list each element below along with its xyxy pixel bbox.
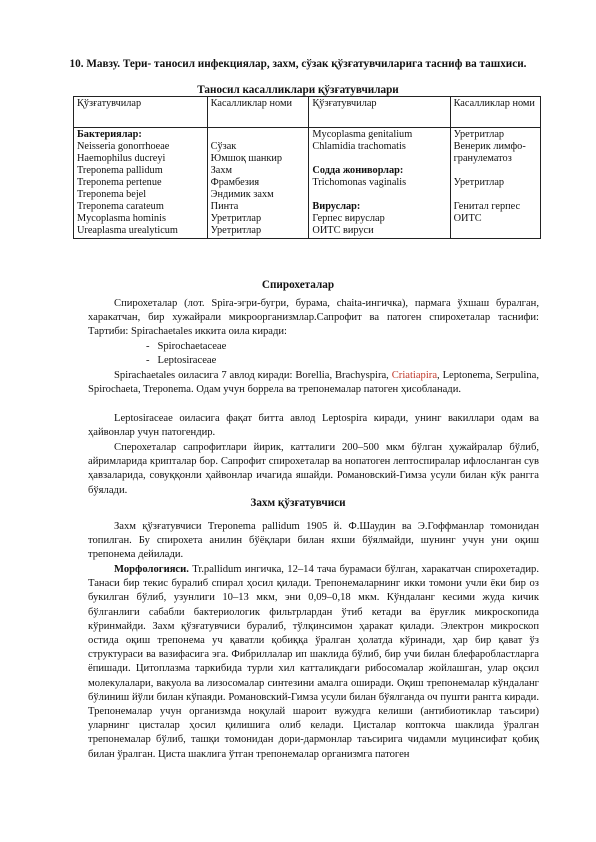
table-header-cell: Касалликлар номи xyxy=(450,97,540,128)
disease-name: Эндимик захм xyxy=(210,189,274,200)
family-name: Leptosiraceae xyxy=(157,355,217,366)
disease-name: Захм xyxy=(210,165,233,176)
family-name: Spirochaetaceae xyxy=(157,341,227,352)
disease-name: Сўзак xyxy=(210,141,237,152)
pathogen-name: Treponema pertenue xyxy=(77,177,162,188)
pathogen-name: Treponema carateum xyxy=(77,201,164,212)
group-label: Содда жониворлар: xyxy=(312,165,404,176)
paragraph-morphology xyxy=(88,563,539,762)
paragraph-spirachaetales xyxy=(88,369,539,397)
table-cell-diseases-2 xyxy=(450,128,540,239)
pathogen-name: Treponema pallidum xyxy=(77,165,163,176)
text-run: Tr.pallidum ингичка, 12–14 тача бурамаси бўлган, харакатчан спирохетадир. Танаси бир текис буралиб спирал ҳосил қилади. Трепонемаларнинг икки томони учли ёки бир оз букилган бўлиб, узунлиги 10–13 мкм, эни 0,09–0,18 мкм. Кўндаланг кесими жуда кичик бўлганлиги сабабли бактериологик фильтрлардан ўтиб кетади ва ёруғлик микроскопида кўринмайди. Захм қўзғатувчиси буралиб, тўлқинсимон ҳаракат қилади. Электрон микроскоп остида оқиш трепонема уч қаватли қобиққа ўралган ҳолатда кўринади, ҳар бир қават ўз структураси ва вазифасига эга. Фибриллалар ип шаклида бўлиб, бир учи билан блефаробластларга ёпишади. Цитоплазма таркибида турли хил катталикдаги рибосомалар жойлашган, улар оқсил молекулалари, вакуола ва лизосомалар синтезини амалга оширади. Оқиш трепонемалар кўндаланг бўлиниш йўли билан кўпаяди. Романовский-Гимза усули билан бўялганда оч пушти рангга киради. Трепонемалар учун организмда ноқулай шароит вужудга келиши (антибиотиклар таъсири) уларнинг цисталар ҳосил қилишига олиб келади. Цисталар коптокча шаклида ўралган трепонемалар бўлиб, ташқи томонидан дори-дармонлар таъсирига чидамли муцинсифат қобиқ билан ўралган. Циста шаклига ўтган трепонемалар организмга патоген xyxy=(88,564,539,760)
disease-name: Фрамбезия xyxy=(210,177,260,188)
list-item: - Spirochaetaceae xyxy=(146,341,227,352)
disease-name: Уретритлар xyxy=(453,177,505,188)
pathogen-name: Ureaplasma urealyticum xyxy=(77,225,178,236)
text-run: , Leptonema, Serpulina, Spirochaeta, Treponema. Одам учун боррела ва трепонемалар патоген ҳисобланади. xyxy=(88,370,540,396)
disease-name: Уретритлар xyxy=(453,129,505,140)
paragraph-leptospiraceae: Leptosiraceae оиласига фақат битта авлод Leptospira киради, унинг вакиллари одам ва ҳайвонлар учун патогендир. xyxy=(88,413,539,439)
disease-name: Уретритлар xyxy=(210,213,262,224)
table-caption: Таносил касалликлари қўзғатувчилари xyxy=(197,84,399,96)
table-cell-pathogens-1 xyxy=(74,128,208,239)
group-label: Бактериялар: xyxy=(77,129,142,140)
table-row xyxy=(74,128,541,239)
disease-name: ОИТС xyxy=(453,213,482,224)
pathogen-name: Герпес вируслар xyxy=(312,213,385,224)
disease-name: Генитал герпес xyxy=(453,201,521,212)
table-header-cell: Касалликлар номи xyxy=(207,97,309,128)
paragraph-saprophytes: Сперохеталар сапрофитлари йирик, катталиги 200–500 мкм бўлган ҳужайралар бўлиб, айримларида крипталар бор. Сапрофит спирохеталар ва нопатоген лептоспиралар ифлосланган сув ҳавзаларида, совуққонли ҳайвонлар ичагида яшайди. Романовский-Гимза усули билан кўк рангга бўялади. xyxy=(88,442,539,496)
table-cell-pathogens-2 xyxy=(309,128,450,239)
document-title: 10. Мавзу. Тери- таносил инфекциялар, захм, сўзак қўзғатувчиларига тасниф ва ташхиси. xyxy=(69,58,527,70)
pathogen-name: Neisseria gonorrhoeae xyxy=(77,141,170,152)
table-header-cell: Қўзғатувчилар xyxy=(309,97,450,128)
text-run: Spirachaetales оиласига 7 авлод киради: Borellia, Brachyspira, xyxy=(114,370,392,381)
pathogens-table xyxy=(73,96,541,239)
morphology-label: Морфологияси. xyxy=(114,564,189,575)
disease-name: Венерик лимфо- xyxy=(453,141,526,152)
section-heading-syphilis: Захм қўзғатувчиси xyxy=(250,497,346,509)
paragraph-syphilis-intro: Захм қўзғатувчиси Treponema pallidum 1905 й. Ф.Шаудин ва Э.Гоффманлар томонидан топилган. Бу спирохета анилин бўёқлари билан яхши бўялмайди, шунинг учун уни оқиш трепонема дейилади. xyxy=(88,521,539,561)
pathogen-name: Haemophilus ducreyi xyxy=(77,153,166,164)
disease-name: Пинта xyxy=(210,201,239,212)
disease-name: Юмшоқ шанкир xyxy=(210,153,283,164)
pathogen-name: ОИТС вируси xyxy=(312,225,374,236)
table-cell-diseases-1 xyxy=(207,128,309,239)
pathogen-name: Mycoplasma genitalium xyxy=(312,129,413,140)
pathogen-name: Mycoplasma hominis xyxy=(77,213,166,224)
disease-name: Уретритлар xyxy=(210,225,262,236)
section-heading-spirochetes: Спирохеталар xyxy=(261,279,335,291)
table-header-cell: Қўзғатувчилар xyxy=(74,97,208,128)
pathogen-name: Chlamidia trachomatis xyxy=(312,141,406,152)
group-label: Вируслар: xyxy=(312,201,361,212)
table-header-row xyxy=(74,97,541,128)
paragraph-spirochetes-intro: Спирохеталар (лот. Spira-эгри-бугри, бурама, chaita-ингичка), пармага ўхшаш буралган, харакатчан, бир хужайрали микроорганизмлар.Сапрофит ва патоген спирохеталар таснифи: Тартиби: Spirachaetales иккита оила киради: xyxy=(88,298,539,338)
pathogen-name: Trichomonas vaginalis xyxy=(312,177,407,188)
highlighted-word: Criatiapira xyxy=(391,370,438,381)
list-item: - Leptosiraceae xyxy=(146,355,217,366)
disease-name: гранулематоз xyxy=(453,153,512,164)
pathogen-name: Treponema bejel xyxy=(77,189,147,200)
